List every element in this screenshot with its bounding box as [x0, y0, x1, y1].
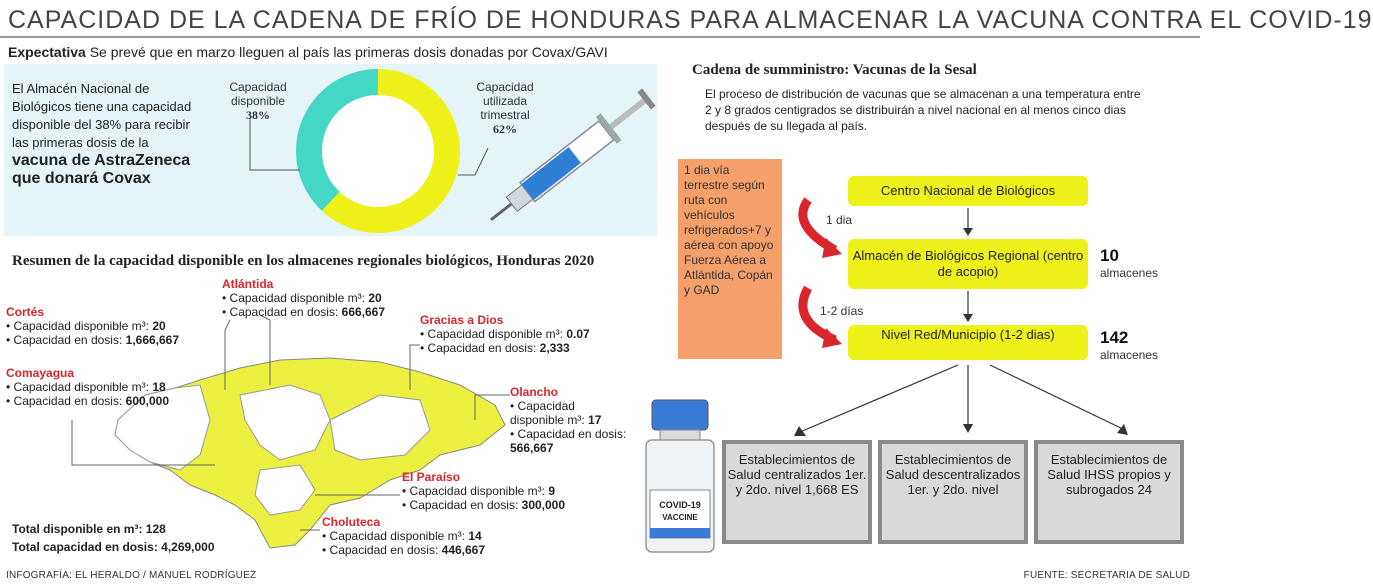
summary-title: Resumen de la capacidad disponible en los almacenes regionales biológicos, Honduras 2020	[12, 253, 595, 269]
dose-label: Capacidad en dosis:	[329, 543, 439, 557]
dose-label: Capacidad en dosis:	[427, 341, 537, 355]
dose-label: Capacidad en dosis:	[229, 305, 339, 319]
region-atlantida: Atlántida • Capacidad disponible m³: 20 • Capacidad en dosis: 666,667	[222, 277, 422, 319]
regional-count	[1100, 246, 1158, 280]
dose-label: Capacidad en dosis:	[517, 427, 627, 441]
count-label: almacenes	[1100, 348, 1159, 362]
dose-label: Capacidad en dosis:	[409, 498, 519, 512]
total-doses: Total capacidad en dosis: 4,269,000	[12, 540, 215, 554]
dose-value: 300,000	[521, 498, 566, 512]
used-text: Capacidad utilizada trimestral	[476, 80, 534, 122]
facility-text: Establecimientos de Salud descentralizados 1er. y 2do. nivel	[882, 444, 1024, 540]
region-cortes: Cortés • Capacidad disponible m³: 20 • Capacidad en dosis: 1,666,667	[6, 305, 206, 347]
dose-value: 446,667	[441, 543, 486, 557]
cap-value: 14	[468, 529, 482, 543]
cap-label: Capacidad disponible m³:	[409, 484, 545, 498]
dose-value: 1,666,667	[125, 333, 180, 347]
region-name: Cortés	[6, 305, 45, 319]
facility-text: Establecimientos de Salud IHSS propios y subrogados 24	[1038, 444, 1180, 540]
cap-value: 20	[368, 291, 382, 305]
region-name: Atlántida	[222, 277, 274, 291]
arrowhead-2	[963, 314, 973, 322]
supply-title: Cadena de sumministro: Vacunas de la Sesal	[692, 62, 977, 78]
cap-label: Capacidad disponible m³:	[13, 380, 149, 394]
dose-value: 666,667	[341, 305, 386, 319]
region-comayagua: Comayagua • Capacidad disponible m³: 18 • Capacidad en dosis: 600,000	[6, 366, 206, 408]
dose-value: 566,667	[510, 441, 554, 455]
transport-note: 1 dia vía terrestre según ruta con vehículos refrigerados+7 y aérea con apoyo Fuerza Aérea a Atlántida, Copán y GAD	[678, 159, 782, 359]
vaccine-vial-illustration	[640, 398, 720, 558]
region-name: Choluteca	[322, 515, 381, 529]
region-name: Gracias a Dios	[420, 313, 504, 327]
vial-label-1: COVID-19	[659, 500, 701, 510]
arrowhead-1	[963, 228, 973, 236]
cap-value: 18	[152, 380, 166, 394]
used-pct: 62%	[493, 122, 517, 136]
municipal-count	[1100, 328, 1158, 362]
region-name: El Paraíso	[402, 470, 461, 484]
region-el-paraiso: El Paraíso • Capacidad disponible m³: 9 • Capacidad en dosis: 300,000	[402, 470, 612, 512]
node-regional-store: Almacén de Biológicos Regional (centro de acopio)	[848, 239, 1088, 289]
cap-label: Capacidad disponible m³:	[427, 327, 563, 341]
count-label: almacenes	[1100, 266, 1159, 280]
count-number: 10	[1100, 246, 1119, 265]
cap-value: 9	[548, 484, 555, 498]
available-pct: 38%	[246, 108, 270, 122]
dose-value: 2,333	[539, 341, 570, 355]
intro-bold: vacuna de AstraZeneca que donará Covax	[12, 152, 191, 187]
region-name: Comayagua	[6, 366, 75, 380]
node-municipal: Nivel Red/Municipio (1-2 dias)	[848, 325, 1088, 360]
step-2-label: 1-2 días	[820, 304, 864, 318]
expectation-text: Se prevé que en marzo lleguen al país las primeras dosis donadas por Covax/GAVI	[89, 44, 608, 60]
cap-label: Capacidad disponible m³:	[229, 291, 365, 305]
facility-text: Establecimientos de Salud centralizados 1er. y 2do. nivel 1,668 ES	[726, 444, 868, 540]
vial-label-2: VACCINE	[662, 513, 698, 522]
facility-box-decentralized	[878, 440, 1028, 544]
page-title: CAPACIDAD DE LA CADENA DE FRÍO DE HONDURAS PARA ALMACENAR LA VACUNA CONTRA EL COVID-19	[8, 6, 1373, 34]
cap-label: Capacidad disponible m³:	[329, 529, 465, 543]
region-choluteca: Choluteca • Capacidad disponible m³: 14 • Capacidad en dosis: 446,667	[322, 515, 532, 557]
total-m3: Total disponible en m³: 128	[12, 522, 166, 536]
arrowhead-left	[794, 426, 806, 436]
facility-box-ihss	[1034, 440, 1184, 544]
arrowhead-center	[963, 424, 973, 433]
dose-value: 600,000	[125, 394, 170, 408]
supply-text: El proceso de distribución de vacunas que se almacenan a una temperatura entre 2 y 8 grados centigrados se distribuirán a nivel nacional en al menos cinco dias después de su llegada al país.	[705, 87, 1141, 133]
step-1-label: 1 dia	[826, 213, 853, 227]
intro-line: El Almacén Nacional de Biológicos tiene una capacidad disponible del 38% para recibir las primeras dosis de la	[12, 81, 192, 150]
count-number: 142	[1100, 328, 1129, 347]
credit-line: INFOGRAFÍA: EL HERALDO / MANUEL RODRÍGUEZ	[6, 570, 257, 581]
cap-label: Capacidad disponible m³:	[510, 399, 585, 427]
arrow-left	[800, 365, 958, 432]
region-olancho: Olancho • Capacidad disponible m³: 17 • Capacidad en dosis: 566,667	[510, 385, 627, 455]
cap-value: 20	[152, 319, 166, 333]
region-gracias-a-dios: Gracias a Dios • Capacidad disponible m³: 0.07 • Capacidad en dosis: 2,333	[420, 313, 620, 355]
expectation-label: Expectativa	[8, 44, 86, 60]
node-national-center: Centro Nacional de Biológicos	[848, 176, 1088, 206]
arrowhead-right	[1117, 424, 1128, 435]
cap-value: 17	[588, 413, 602, 427]
region-name: Olancho	[510, 385, 559, 399]
source-line: FUENTE: SECRETARIA DE SALUD	[1023, 570, 1190, 581]
available-text: Capacidad disponible	[229, 80, 287, 108]
dose-label: Capacidad en dosis:	[13, 333, 123, 347]
facility-box-centralized	[722, 440, 872, 544]
arrow-right	[990, 365, 1125, 430]
cap-label: Capacidad disponible m³:	[13, 319, 149, 333]
cap-value: 0.07	[566, 327, 590, 341]
dose-label: Capacidad en dosis:	[13, 394, 123, 408]
